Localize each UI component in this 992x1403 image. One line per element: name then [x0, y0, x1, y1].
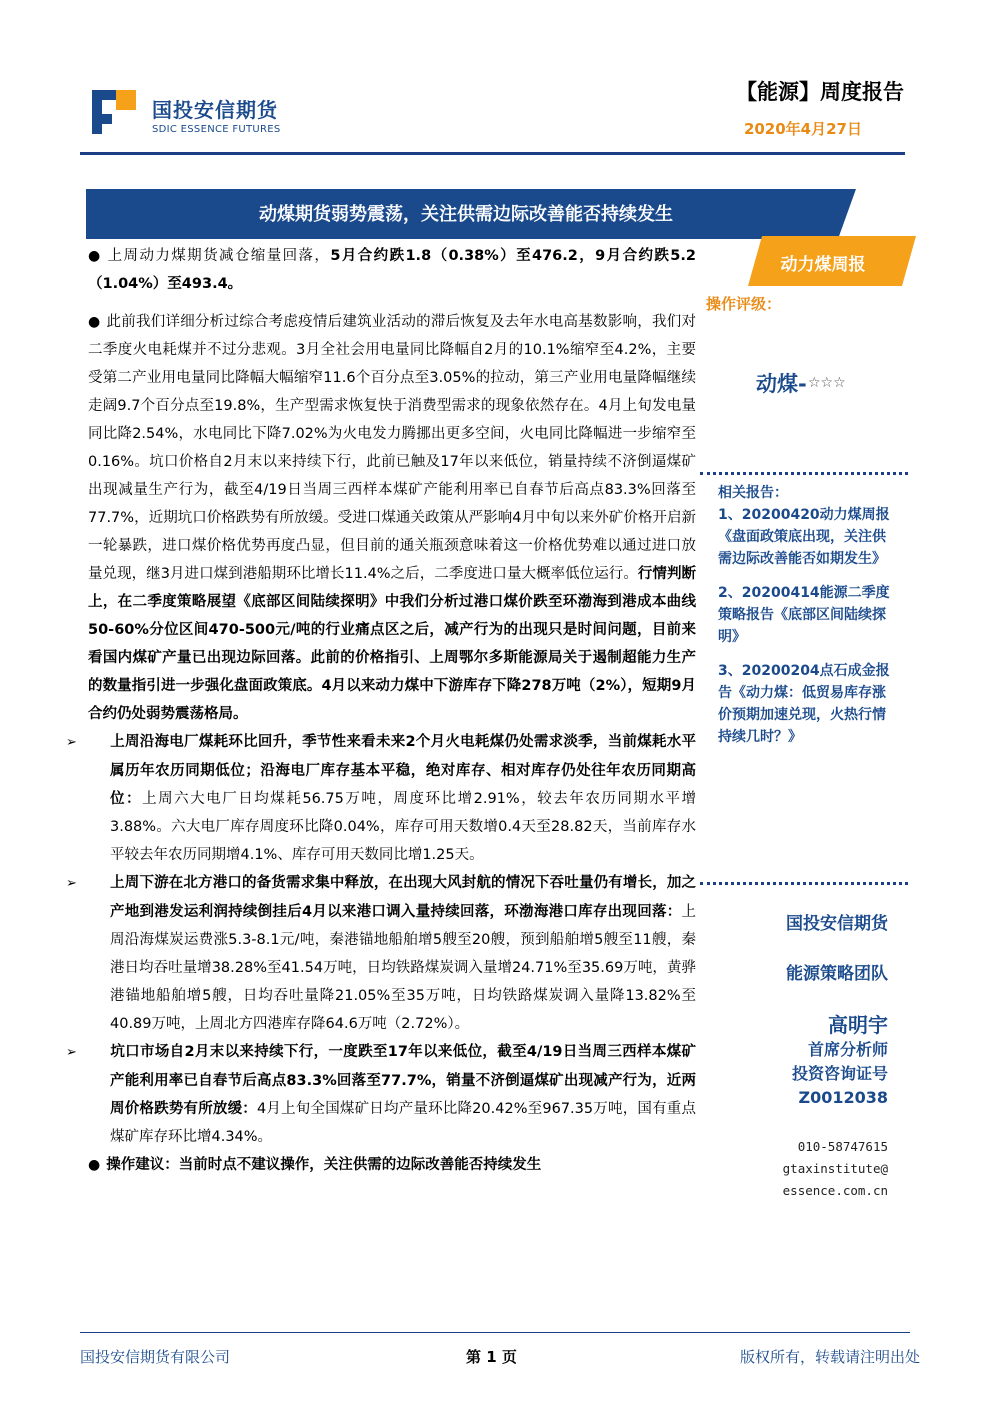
cert-number: Z0012038	[798, 1088, 888, 1107]
related-report-item[interactable]: 2、20200414能源二季度策略报告《底部区间陆续探明》	[718, 585, 890, 645]
contact-email-domain[interactable]: essence.com.cn	[782, 1183, 888, 1198]
related-reports	[718, 482, 898, 760]
footer-copyright: 版权所有，转载请注明出处	[739, 1348, 920, 1366]
rating-value: 动煤-	[756, 372, 807, 396]
contact-info	[783, 1136, 888, 1202]
footer-company: 国投安信期货有限公司	[80, 1348, 231, 1366]
team-name: 能源策略团队	[786, 964, 888, 984]
analyst-name: 高明宇	[828, 1013, 888, 1037]
header-divider	[80, 152, 905, 155]
paragraph-ports: ➢ 上周下游在北方港口的备货需求集中释放，在出现大风封航的情况下吞吐量仍有增长，加之产地到港发运利润持续倒挂后4月以来港口调入量持续回落，环渤海港口库存出现回落：上周沿海煤炭运费涨5.3-8.1元/吨，秦港锚地船舶增5艘至20艘，预到船舶增5艘至11艘，秦港日均吞吐量增38.28%至41.54万吨，日均铁路煤炭调入量增24.71%至35.69万吨，黄骅港锚地船舶增5艘，日均吞吐量降21.05%至35万吨，日均铁路煤炭调入量降13.82%至40.89万吨，上周北方四港库存降64.6万吨（2.72%）。	[88, 869, 696, 1038]
bullet-icon: ●	[88, 314, 101, 330]
paragraph-power-plants: ➢ 上周沿海电厂煤耗环比回升，季节性来看未来2个月火电耗煤仍处需求淡季，当前煤耗水平属历年农历同期低位；沿海电厂库存基本平稳，绝对库存、相对库存仍处往年农历同期高位：上周六大电厂日均煤耗56.75万吨，周度环比增2.91%，较去年农历同期水平增3.88%。六大电厂库存周度环比降0.04%，库存可用天数增0.4天至28.82天，当前库存水平较去年农历同期增4.1%、库存可用天数同比增1.25天。	[88, 728, 696, 869]
paragraph-analysis: ● 此前我们详细分析过综合考虑疫情后建筑业活动的滞后恢复及去年水电高基数影响，我们对二季度火电耗煤并不过分悲观。3月全社会用电量同比降幅自2月的10.1%缩窄至4.2%，主要受第二产业用电量同比降幅大幅缩窄11.6个百分点至3.05%的拉动，第三产业用电量降幅继续走阔9.7个百分点至19.8%，生产型需求恢复快于消费型需求的现象依然存在。4月上旬发电量同比降2.54%，水电同比下降7.02%为火电发力腾挪出更多空间，火电同比降幅进一步缩窄至0.16%。坑口价格自2月末以来持续下行，此前已触及17年以来低位，销量持续不济倒逼煤矿出现减量生产行为，截至4/19日当周三西样本煤矿产能利用率已自春节后高点83.3%回落至77.7%，近期坑口价格跌势有所放缓。受进口煤通关政策从严影响4月中旬以来外矿价格开启新一轮暴跌，进口煤价格优势再度凸显，但目前的通关瓶颈意味着这一价格优势难以通过进口放量兑现，继3月进口煤到港船期环比增长11.4%之后，二季度进口量大概率低位运行。行情判断上，在二季度策略展望《底部区间陆续探明》中我们分析过港口煤价跌至环渤海到港成本曲线50-60%分位区间470-500元/吨的行业痛点区之后，减产行为的出现只是时间问题，目前来看国内煤矿产量已出现边际回落。此前的价格指引、上周鄂尔多斯能源局关于遏制超能力生产的数量指引进一步强化盘面政策底。4月以来动力煤中下游库存下降278万吨（2%），短期9月合约仍处弱势震荡格局。	[88, 314, 697, 722]
page-number: 第 1 页	[466, 1348, 517, 1366]
brand-name-cn: 国投安信期货	[152, 98, 278, 122]
footer-divider	[80, 1332, 910, 1333]
paragraph-mine-market: ➢ 坑口市场自2月末以来持续下行，一度跌至17年以来低位，截至4/19日当周三西样本煤矿产能利用率已自春节后高点83.3%回落至77.7%，销量不济倒逼煤矿出现减产行为，近两周价格跌势有所放缓：4月上旬全国煤矿日均产量环比降20.42%至967.35万吨，国有重点煤矿库存环比增4.34%。	[88, 1038, 696, 1151]
rating-label: 操作评级：	[706, 295, 782, 313]
sidebar-divider	[700, 472, 908, 475]
sidebar-divider	[700, 882, 908, 885]
arrow-bullet-icon: ➢	[66, 876, 77, 891]
company-logo-icon	[92, 90, 136, 134]
sidebar-banner-label: 动力煤周报	[780, 255, 866, 275]
bullet-icon: ●	[88, 248, 102, 264]
report-type: 【能源】周度报告	[736, 80, 904, 104]
report-title: 动煤期货弱势震荡，关注供需边际改善能否持续发生	[259, 204, 673, 225]
analyst-position: 首席分析师	[807, 1040, 888, 1059]
rating-stars-icon: ☆☆☆	[808, 375, 846, 391]
contact-email[interactable]: gtaxinstitute@	[782, 1161, 888, 1176]
brand-name-en: SDIC ESSENCE FUTURES	[152, 124, 281, 135]
analyst-info	[786, 912, 888, 1110]
arrow-bullet-icon: ➢	[66, 1045, 77, 1060]
related-reports-header: 相关报告：	[718, 485, 788, 501]
main-content	[66, 242, 697, 1179]
paragraph-recommendation: ● 操作建议：当前时点不建议操作，关注供需的边际改善能否持续发生	[88, 1157, 542, 1173]
related-report-item[interactable]: 1、20200420动力煤周报《盘面政策底出现，关注供需边际改善能否如期发生》	[718, 507, 890, 567]
report-date: 2020年4月27日	[743, 120, 862, 138]
arrow-bullet-icon: ➢	[66, 735, 77, 750]
cert-label: 投资咨询证号	[791, 1064, 888, 1083]
related-report-item[interactable]: 3、20200204点石成金报告《动力煤：低贸易库存涨价预期加速兑现，火热行情持续几时？》	[718, 663, 890, 745]
paragraph-summary: ● 上周动力煤期货减仓缩量回落，5月合约跌1.8（0.38%）至476.2，9月合约跌5.2（1.04%）至493.4。	[88, 248, 696, 292]
team-company: 国投安信期货	[786, 914, 888, 934]
contact-phone: 010-58747615	[797, 1139, 888, 1154]
bullet-icon: ●	[88, 1157, 101, 1173]
